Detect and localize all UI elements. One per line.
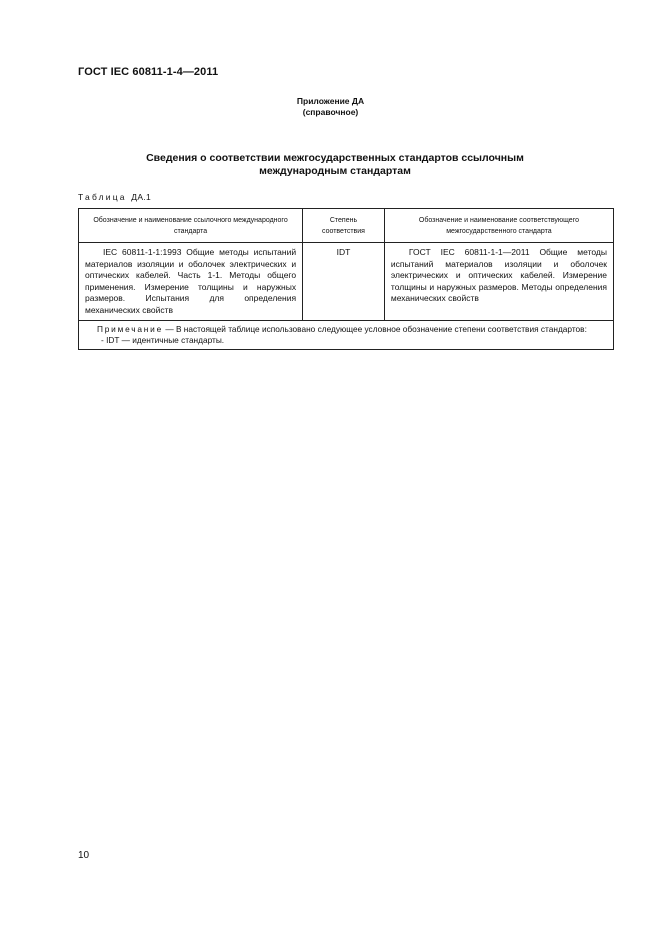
header-international-standard: Обозначение и наименование ссылочного международного стандарта [79,209,303,243]
table-caption-number: ДА.1 [131,192,152,202]
annex-title: Приложение ДА [296,96,365,106]
header-degree: Степень соответствия [303,209,385,243]
note-paragraph [85,324,607,335]
cell-international-standard [79,243,303,321]
note-label: Примечание [97,324,164,334]
cell-degree: IDT [303,243,385,321]
cell-interstate-standard [384,243,613,321]
note-item: - IDT — идентичные стандарты. [101,334,225,345]
table-note [79,321,614,350]
section-heading-line2: международным стандартам [259,165,411,177]
interstate-standard-text: ГОСТ IEC 60811-1-1—2011 Общие методы испытаний материалов изоляции и оболочек электрических и оптических кабелей. Измерение толщины и наружных размеров. Методы определения механических свойств [390,247,607,303]
section-heading [120,152,550,178]
table-note-row [79,321,614,350]
correspondence-table [78,208,614,350]
international-standard-text: IEC 60811-1-1:1993 Общие методы испытаний материалов изоляции и оболочек электрических и оптических кабелей. Часть 1-1. Методы общего применения. Измерение толщины и наружных размеров. Испытания для определения механических свойств [85,247,297,315]
table-row [79,243,614,321]
annex-subtitle: (справочное) [302,107,359,117]
table-header-row [79,209,614,243]
note-text: — В настоящей таблице использовано следующее условное обозначение степени соответствия стандартов: [163,324,587,334]
annex-block [0,96,661,118]
page-number: 10 [78,850,90,861]
document-code: ГОСТ IEC 60811-1-4—2011 [78,66,219,78]
header-interstate-standard: Обозначение и наименование соответствующего межгосударственного стандарта [384,209,613,243]
section-heading-line1: Сведения о соответствии межгосударственных стандартов ссылочным [146,152,524,164]
table-caption [78,192,151,202]
table-caption-word: Таблица [78,192,127,202]
